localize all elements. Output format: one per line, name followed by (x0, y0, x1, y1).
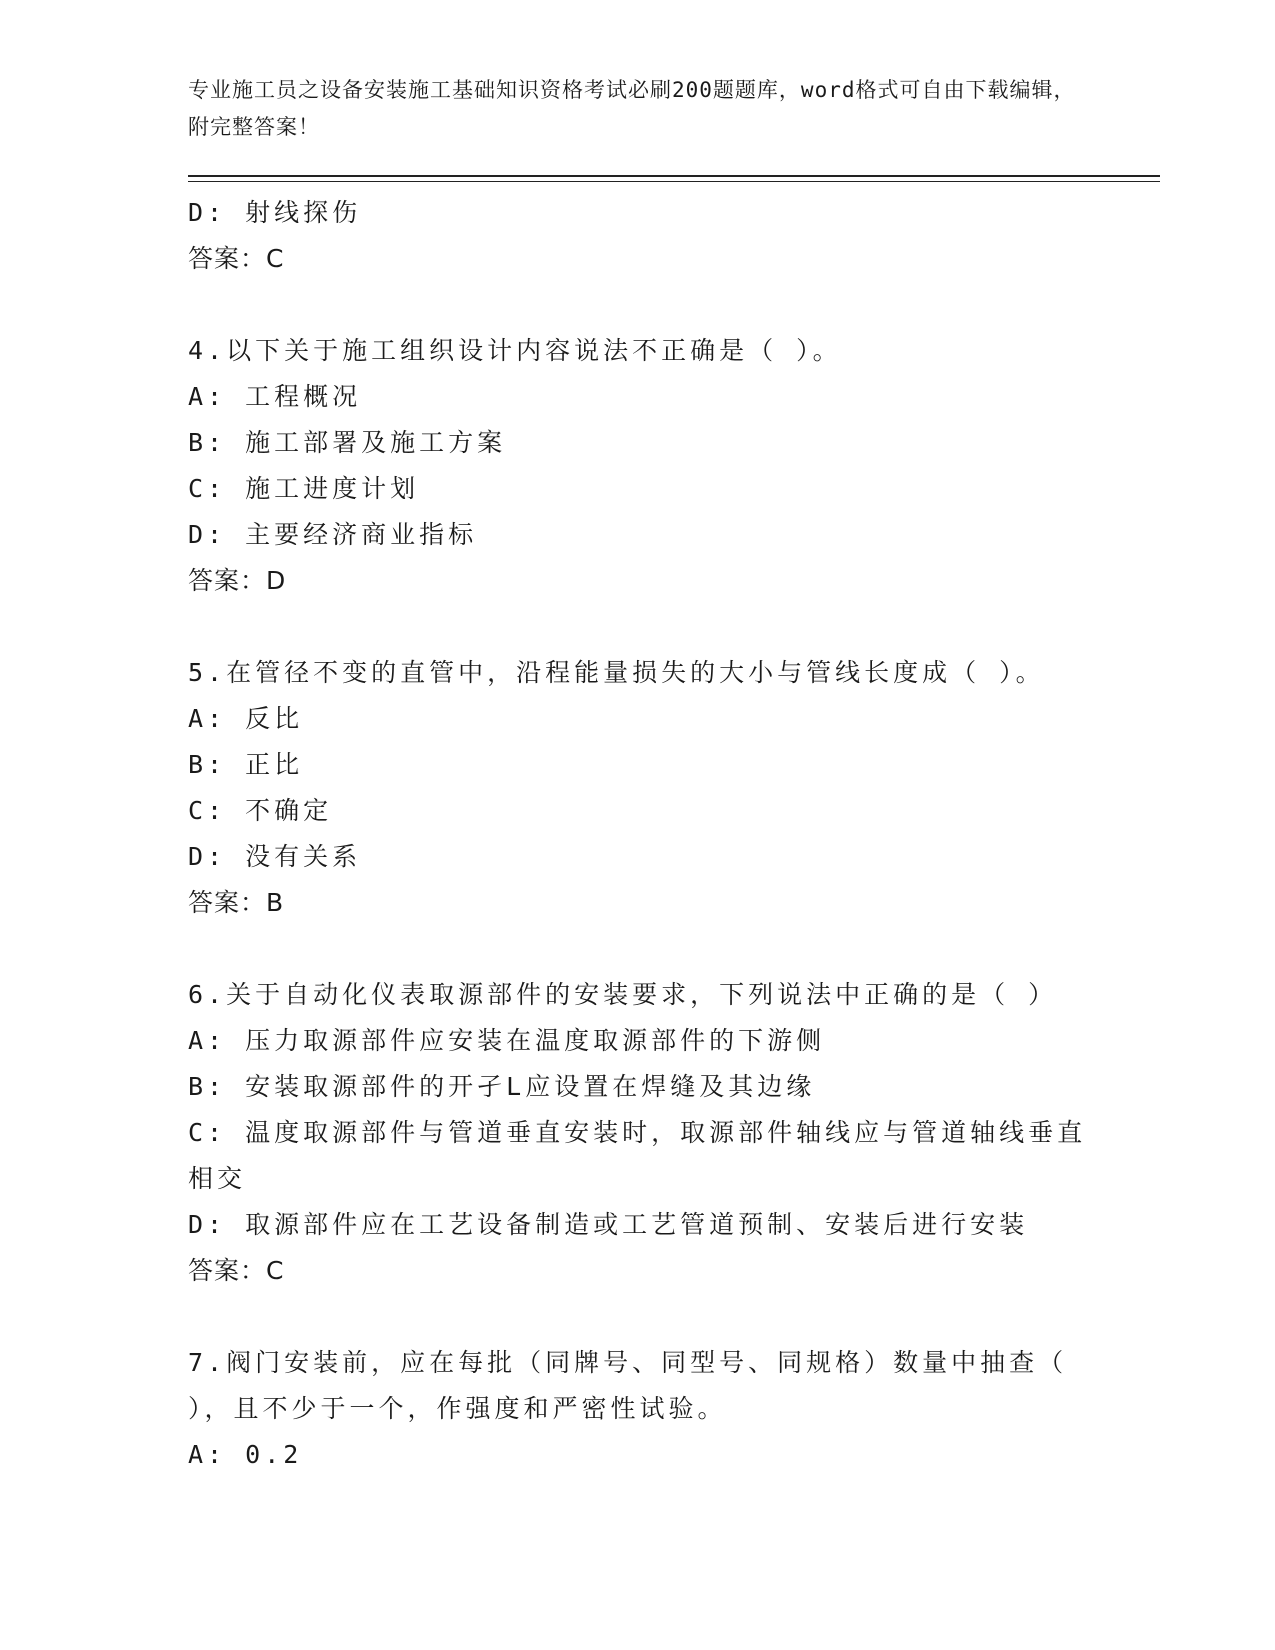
option-d: D: 取源部件应在工艺设备制造或工艺管道预制、安装后进行安装 (188, 1210, 1029, 1239)
option-a: A: 压力取源部件应安装在温度取源部件的下游侧 (188, 1026, 826, 1055)
page-header: 专业施工员之设备安装施工基础知识资格考试必刷200题题库，word格式可自由下载编辑，附完整答案！ (188, 78, 1076, 139)
question-text: 7.阀门安装前，应在每批（同牌号、同型号、同规格）数量中抽查（ ），且不少于一个，作强度和严密性试验。 (188, 1348, 1087, 1423)
option-d: D: 主要经济商业指标 (188, 520, 478, 549)
answer: 答案：B (188, 888, 285, 917)
option-b: B: 施工部署及施工方案 (188, 428, 507, 457)
option-a: A: 反比 (188, 704, 304, 733)
carryover-answer: 答案：C (188, 244, 285, 273)
carryover-option-d: D: 射线探伤 (188, 198, 362, 227)
option-c: C: 不确定 (188, 796, 333, 825)
option-d: D: 没有关系 (188, 842, 362, 871)
header-divider-thick (188, 175, 1160, 177)
question-7 (188, 1340, 1088, 1478)
option-c: C: 施工进度计划 (188, 474, 420, 503)
question-text: 5.在管径不变的直管中，沿程能量损失的大小与管线长度成（ ）。 (188, 658, 1045, 687)
question-content (188, 190, 1088, 1478)
question-6 (188, 972, 1088, 1294)
option-b: B: 正比 (188, 750, 304, 779)
answer: 答案：D (188, 566, 287, 595)
question-text: 6.关于自动化仪表取源部件的安装要求，下列说法中正确的是（ ） (188, 980, 1058, 1009)
header-divider-thin (188, 181, 1160, 182)
option-a: A: 工程概况 (188, 382, 362, 411)
option-b: B: 安装取源部件的开孑L应设置在焊缝及其边缘 (188, 1072, 816, 1101)
question-text: 4.以下关于施工组织设计内容说法不正确是（ ）。 (188, 336, 842, 365)
option-a: A: 0.2 (188, 1440, 303, 1469)
question-5 (188, 650, 1088, 926)
answer: 答案：C (188, 1256, 285, 1285)
question-4 (188, 328, 1088, 604)
option-c: C: 温度取源部件与管道垂直安装时，取源部件轴线应与管道轴线垂直相交 (188, 1118, 1087, 1193)
